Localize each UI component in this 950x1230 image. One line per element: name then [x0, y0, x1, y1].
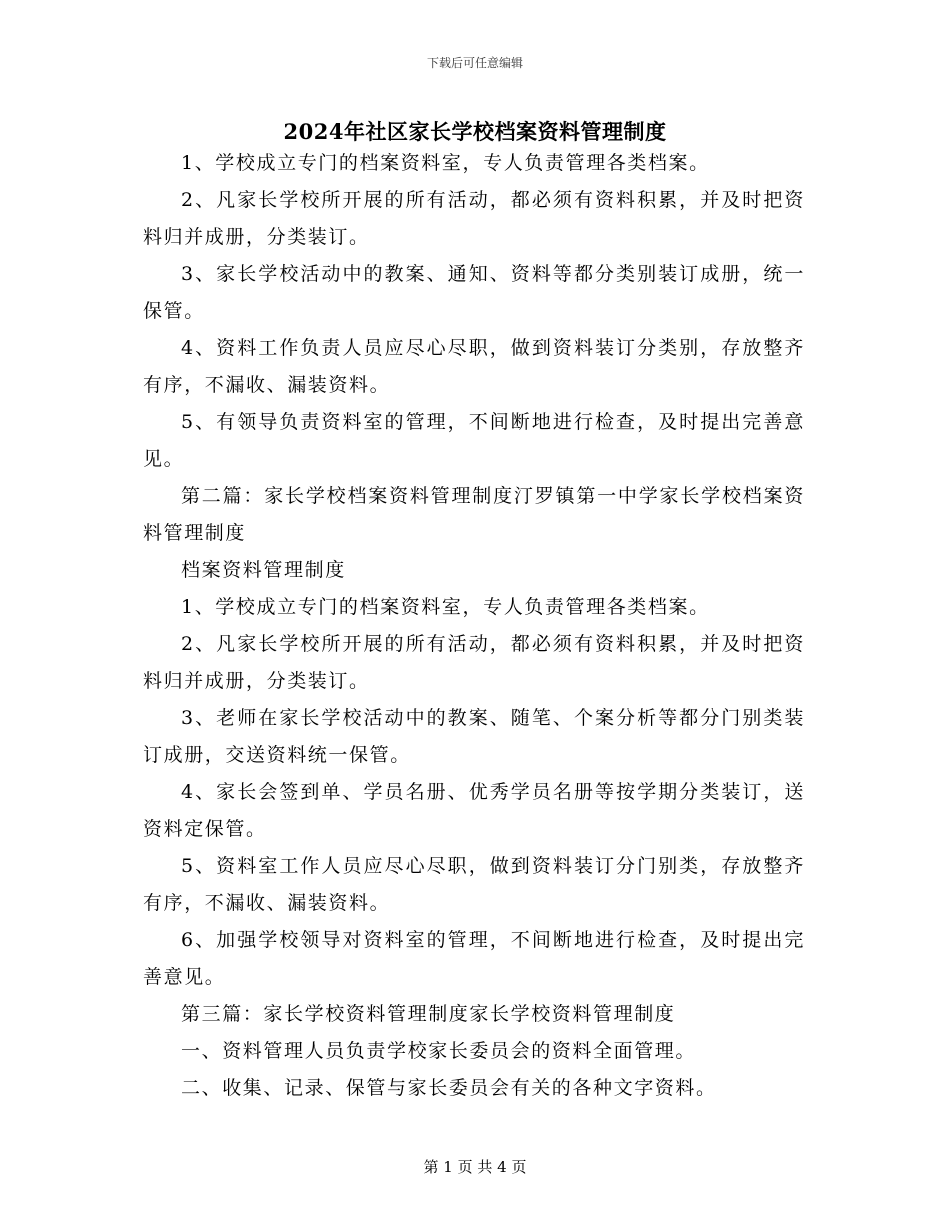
paragraph: 二、收集、记录、保管与家长委员会有关的各种文字资料。	[181, 1077, 717, 1099]
paragraph: 3、家长学校活动中的教案、通知、资料等都分类别装订成册，统一保管。	[143, 263, 805, 322]
document-body	[143, 145, 805, 1107]
paragraph: 3、老师在家长学校活动中的教案、随笔、个案分析等都分门别类装订成册，交送资料统一保管。	[143, 707, 805, 766]
header-note: 下载后可任意编辑	[426, 56, 523, 70]
paragraph: 4、家长会签到单、学员名册、优秀学员名册等按学期分类装订，送资料定保管。	[143, 781, 805, 840]
paragraph: 2、凡家长学校所开展的所有活动，都必须有资料积累，并及时把资料归并成册，分类装订。	[143, 633, 805, 692]
paragraph: 6、加强学校领导对资料室的管理，不间断地进行检查，及时提出完善意见。	[143, 929, 805, 988]
paragraph: 5、有领导负责资料室的管理，不间断地进行检查，及时提出完善意见。	[143, 411, 805, 470]
paragraph: 4、资料工作负责人员应尽心尽职，做到资料装订分类别，存放整齐有序，不漏收、漏装资料。	[143, 337, 805, 396]
section-heading: 第三篇：家长学校资料管理制度家长学校资料管理制度	[181, 1003, 676, 1025]
section-subheading: 档案资料管理制度	[181, 559, 346, 581]
page-number: 第 1 页 共 4 页	[423, 1158, 527, 1176]
paragraph: 一、资料管理人员负责学校家长委员会的资料全面管理。	[181, 1040, 697, 1062]
section-heading: 第二篇：家长学校档案资料管理制度汀罗镇第一中学家长学校档案资料管理制度	[143, 485, 805, 544]
paragraph: 1、学校成立专门的档案资料室，专人负责管理各类档案。	[181, 152, 710, 174]
paragraph: 5、资料室工作人员应尽心尽职，做到资料装订分门别类，存放整齐有序，不漏收、漏装资料。	[143, 855, 805, 914]
document-title: 2024年社区家长学校档案资料管理制度	[283, 119, 667, 144]
paragraph: 2、凡家长学校所开展的所有活动，都必须有资料积累，并及时把资料归并成册，分类装订。	[143, 189, 805, 248]
paragraph: 1、学校成立专门的档案资料室，专人负责管理各类档案。	[181, 596, 710, 618]
